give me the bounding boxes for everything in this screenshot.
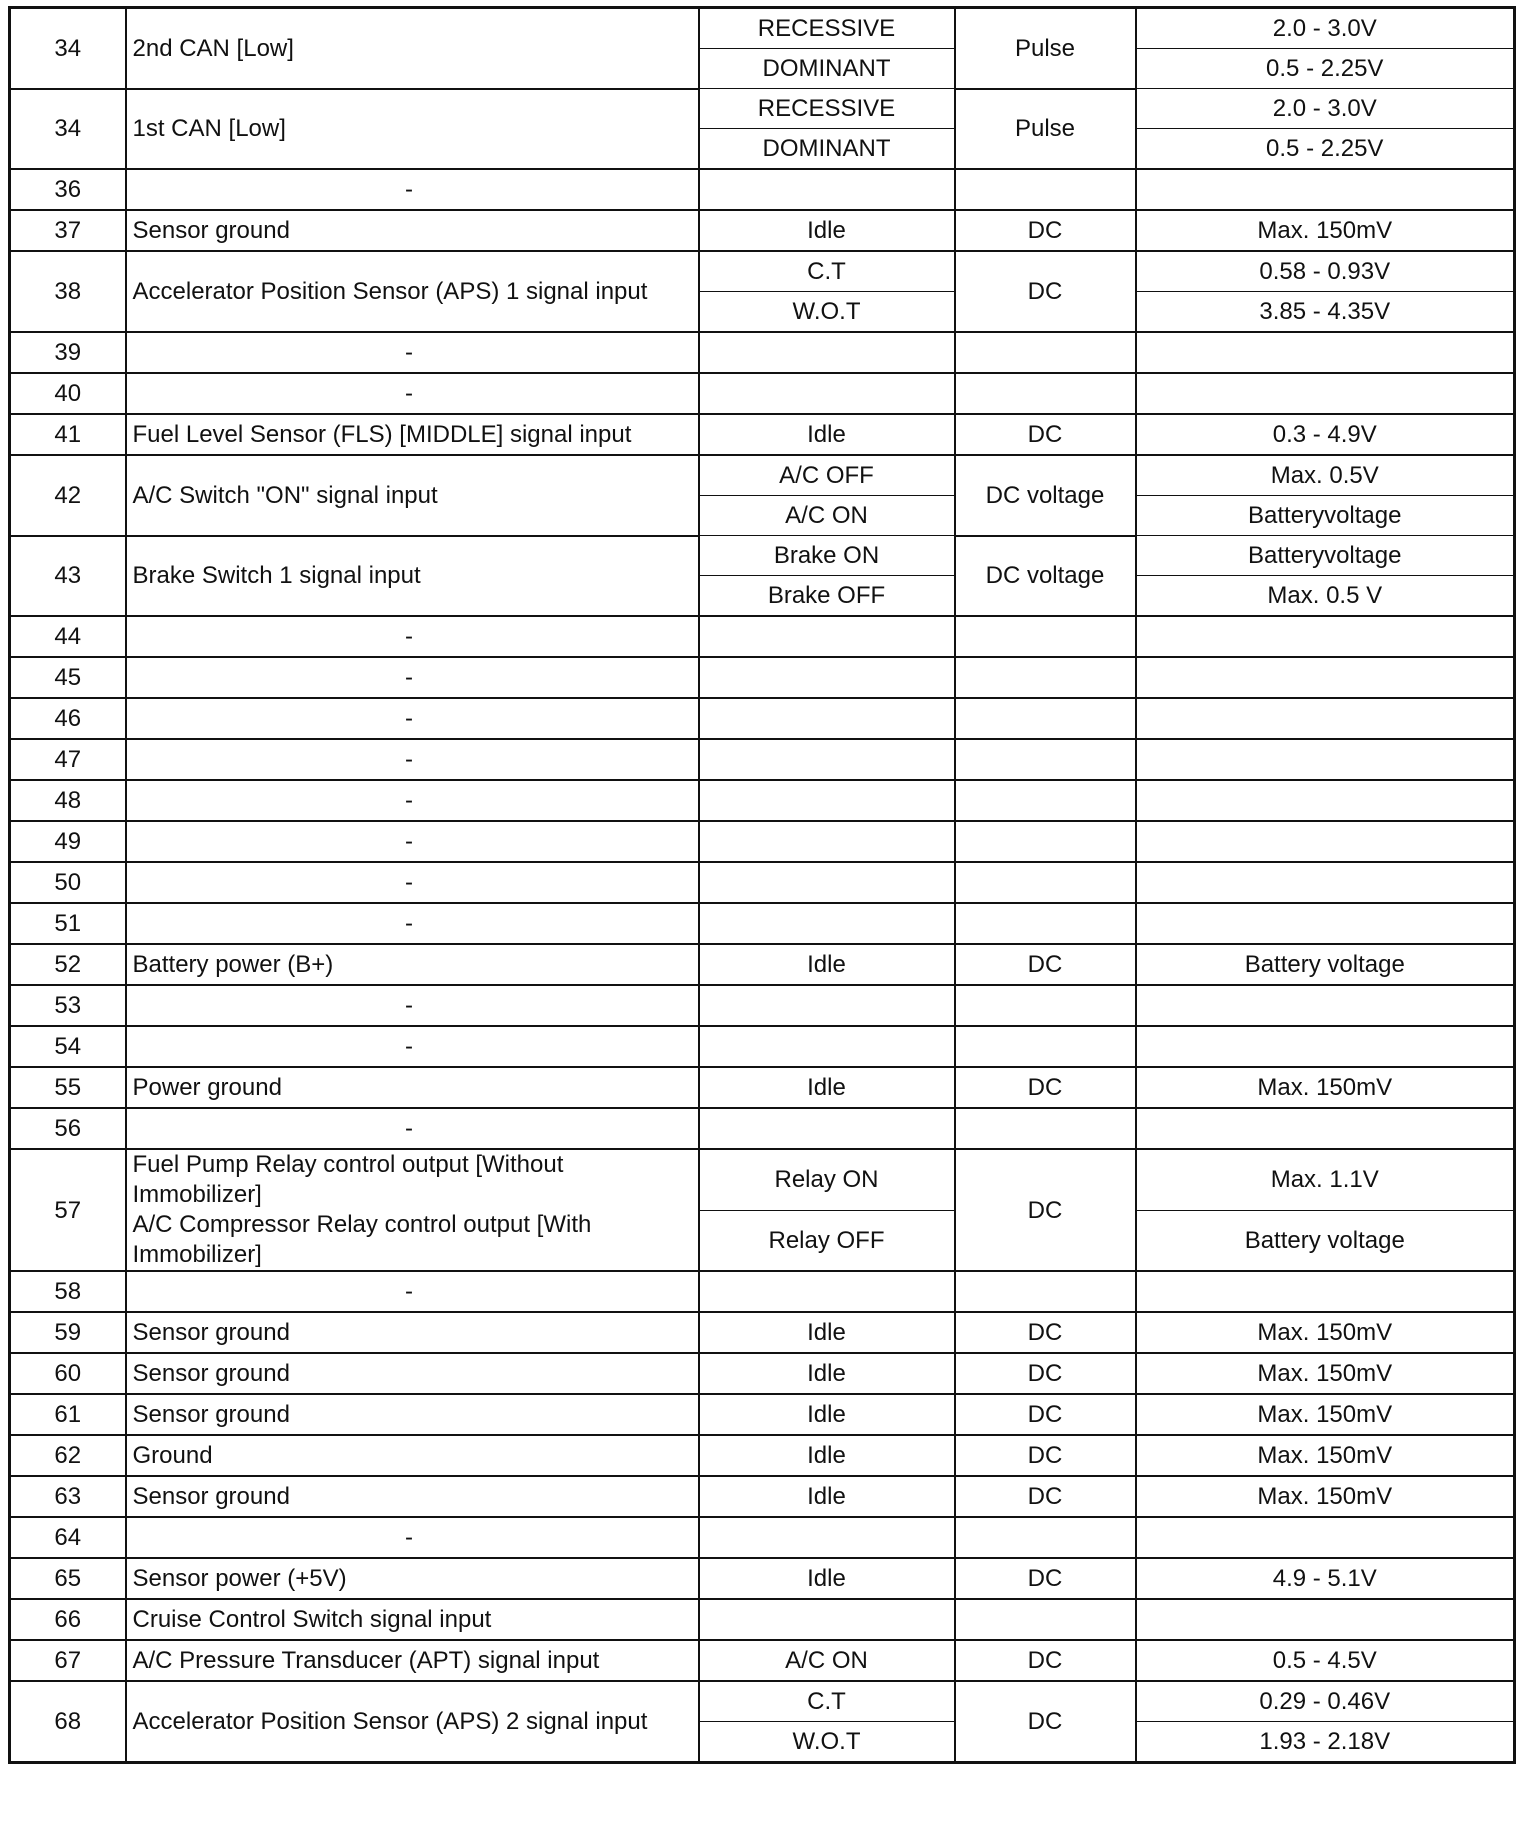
signal-type: DC [955,1312,1136,1353]
signal-type: DC [955,1476,1136,1517]
signal-type [955,985,1136,1026]
signal-level [1136,821,1515,862]
signal-type: DC [955,1149,1136,1271]
table-row [10,657,1515,698]
signal-type [955,616,1136,657]
pin-number: 46 [10,698,126,739]
table-row [10,1681,1515,1722]
table-row [10,739,1515,780]
pin-description: Sensor ground [126,1476,699,1517]
pin-number: 42 [10,455,126,536]
condition-cell [699,821,955,862]
condition-cell [699,1599,955,1640]
signal-level: Max. 150mV [1136,210,1515,251]
condition-cell: A/C OFF [699,455,955,496]
pin-number: 50 [10,862,126,903]
condition-cell [699,1271,955,1312]
signal-type [955,903,1136,944]
pin-description: - [126,985,699,1026]
signal-level: 2.0 - 3.0V [1136,89,1515,129]
table-row [10,1435,1515,1476]
pin-description-line: Immobilizer] [132,1241,262,1268]
pin-description: Ground [126,1435,699,1476]
pin-number: 56 [10,1108,126,1149]
condition-cell: DOMINANT [699,49,955,89]
pin-number: 67 [10,1640,126,1681]
signal-level: 0.5 - 4.5V [1136,1640,1515,1681]
signal-type: DC [955,1394,1136,1435]
signal-type: DC [955,1353,1136,1394]
table-row [10,1476,1515,1517]
signal-level [1136,862,1515,903]
signal-type: DC [955,210,1136,251]
signal-level: 0.5 - 2.25V [1136,129,1515,170]
pin-number: 51 [10,903,126,944]
table-row [10,1558,1515,1599]
signal-level: Max. 150mV [1136,1394,1515,1435]
condition-cell: Idle [699,1067,955,1108]
pin-number: 34 [10,8,126,89]
pin-description: - [126,1271,699,1312]
pin-description: Brake Switch 1 signal input [126,536,699,617]
pin-number: 44 [10,616,126,657]
condition-cell [699,1026,955,1067]
pin-description [126,1149,699,1271]
signal-level: Max. 0.5 V [1136,576,1515,617]
condition-cell: C.T [699,1681,955,1722]
condition-cell: W.O.T [699,1722,955,1763]
pin-description: Sensor ground [126,1394,699,1435]
condition-cell: Idle [699,1558,955,1599]
condition-cell: RECESSIVE [699,89,955,129]
pin-number: 53 [10,985,126,1026]
signal-level: Max. 150mV [1136,1067,1515,1108]
pin-description: Battery power (B+) [126,944,699,985]
table-row [10,455,1515,496]
table-row [10,536,1515,576]
pin-number: 61 [10,1394,126,1435]
table-row [10,698,1515,739]
table-row [10,414,1515,455]
pin-number: 68 [10,1681,126,1763]
condition-cell: Idle [699,944,955,985]
condition-cell: Relay OFF [699,1210,955,1271]
signal-type: DC [955,251,1136,332]
condition-cell [699,698,955,739]
signal-type: DC [955,414,1136,455]
pin-description: - [126,1108,699,1149]
signal-level: Batteryvoltage [1136,536,1515,576]
pin-number: 55 [10,1067,126,1108]
table-row [10,1353,1515,1394]
table-row [10,1312,1515,1353]
condition-cell [699,903,955,944]
pin-number: 47 [10,739,126,780]
pin-description-line: Immobilizer] [132,1181,262,1208]
pin-description: - [126,1517,699,1558]
signal-level: Max. 1.1V [1136,1149,1515,1210]
pin-table-sheet [8,6,1513,1839]
condition-cell: A/C ON [699,1640,955,1681]
table-row [10,862,1515,903]
condition-cell: C.T [699,251,955,292]
condition-cell [699,169,955,210]
pin-number: 57 [10,1149,126,1271]
table-row [10,1517,1515,1558]
table-row [10,1067,1515,1108]
table-row [10,332,1515,373]
pin-description: A/C Pressure Transducer (APT) signal input [126,1640,699,1681]
table-row [10,251,1515,292]
table-row [10,1026,1515,1067]
table-row [10,8,1515,49]
signal-type: DC voltage [955,536,1136,617]
condition-cell [699,1517,955,1558]
table-row [10,373,1515,414]
signal-type: DC [955,1640,1136,1681]
condition-cell: DOMINANT [699,129,955,170]
table-row [10,1640,1515,1681]
pin-number: 41 [10,414,126,455]
signal-type [955,657,1136,698]
signal-type [955,169,1136,210]
pin-description: - [126,739,699,780]
pin-number: 58 [10,1271,126,1312]
condition-cell: A/C ON [699,496,955,536]
signal-level [1136,698,1515,739]
signal-type [955,780,1136,821]
signal-level: Max. 0.5V [1136,455,1515,496]
signal-level [1136,739,1515,780]
pin-number: 60 [10,1353,126,1394]
signal-level: 1.93 - 2.18V [1136,1722,1515,1763]
pin-description: - [126,862,699,903]
pin-number: 54 [10,1026,126,1067]
pin-description: - [126,1026,699,1067]
signal-level [1136,373,1515,414]
pin-description: - [126,373,699,414]
pin-number: 45 [10,657,126,698]
pin-description-line: A/C Compressor Relay control output [With [132,1211,592,1238]
condition-cell: Idle [699,1312,955,1353]
pin-number: 40 [10,373,126,414]
condition-cell [699,780,955,821]
signal-type [955,1517,1136,1558]
signal-level [1136,1517,1515,1558]
condition-cell [699,616,955,657]
signal-level: 2.0 - 3.0V [1136,8,1515,49]
pin-description: - [126,780,699,821]
pin-description: Sensor ground [126,1353,699,1394]
table-row [10,616,1515,657]
signal-type: DC [955,1067,1136,1108]
pin-description: - [126,903,699,944]
pin-number: 36 [10,169,126,210]
pin-number: 63 [10,1476,126,1517]
pin-description: Cruise Control Switch signal input [126,1599,699,1640]
pin-number: 37 [10,210,126,251]
pin-number: 43 [10,536,126,617]
signal-level: Max. 150mV [1136,1312,1515,1353]
table-row [10,1271,1515,1312]
signal-level: 0.29 - 0.46V [1136,1681,1515,1722]
signal-level [1136,616,1515,657]
table-row [10,1599,1515,1640]
pin-description: - [126,169,699,210]
pin-number: 65 [10,1558,126,1599]
signal-level: Max. 150mV [1136,1353,1515,1394]
signal-type: DC [955,944,1136,985]
signal-type: Pulse [955,89,1136,170]
pin-number: 48 [10,780,126,821]
pin-description: - [126,657,699,698]
condition-cell [699,862,955,903]
pin-number: 38 [10,251,126,332]
signal-level: Max. 150mV [1136,1435,1515,1476]
table-row [10,821,1515,862]
condition-cell: Relay ON [699,1149,955,1210]
signal-level: Batteryvoltage [1136,496,1515,536]
signal-type [955,373,1136,414]
signal-level [1136,332,1515,373]
signal-level: Battery voltage [1136,944,1515,985]
condition-cell [699,373,955,414]
condition-cell: Idle [699,1394,955,1435]
condition-cell [699,332,955,373]
signal-level: 0.3 - 4.9V [1136,414,1515,455]
signal-type [955,332,1136,373]
condition-cell: Brake ON [699,536,955,576]
signal-level: 0.5 - 2.25V [1136,49,1515,89]
signal-level [1136,903,1515,944]
pin-number: 39 [10,332,126,373]
pin-description: Power ground [126,1067,699,1108]
condition-cell: Idle [699,210,955,251]
condition-cell [699,1108,955,1149]
signal-type [955,1271,1136,1312]
signal-level: Max. 150mV [1136,1476,1515,1517]
pin-table-body [10,8,1515,1763]
signal-level [1136,780,1515,821]
pin-number: 52 [10,944,126,985]
pin-number: 34 [10,89,126,170]
signal-level [1136,657,1515,698]
pin-number: 66 [10,1599,126,1640]
pin-number: 62 [10,1435,126,1476]
pin-description: - [126,821,699,862]
signal-level: 3.85 - 4.35V [1136,292,1515,333]
signal-type: DC [955,1558,1136,1599]
condition-cell: Idle [699,1476,955,1517]
table-row [10,169,1515,210]
pin-description: Accelerator Position Sensor (APS) 2 signal input [126,1681,699,1763]
signal-type: DC [955,1435,1136,1476]
table-row [10,89,1515,129]
signal-type [955,698,1136,739]
signal-level: 4.9 - 5.1V [1136,1558,1515,1599]
signal-type: DC voltage [955,455,1136,536]
signal-level [1136,1026,1515,1067]
table-row [10,210,1515,251]
condition-cell [699,739,955,780]
condition-cell: RECESSIVE [699,8,955,49]
pin-number: 59 [10,1312,126,1353]
signal-level: 0.58 - 0.93V [1136,251,1515,292]
signal-level: Battery voltage [1136,1210,1515,1271]
table-row [10,780,1515,821]
signal-level [1136,1599,1515,1640]
condition-cell: Idle [699,1353,955,1394]
pin-number: 64 [10,1517,126,1558]
pin-description-line: Fuel Pump Relay control output [Without [132,1151,564,1178]
pin-description: A/C Switch "ON" signal input [126,455,699,536]
signal-type [955,862,1136,903]
table-row [10,1149,1515,1210]
signal-level [1136,169,1515,210]
condition-cell: Idle [699,414,955,455]
pin-description: Sensor ground [126,1312,699,1353]
pin-description: Sensor ground [126,210,699,251]
pin-description: - [126,616,699,657]
signal-type [955,821,1136,862]
pin-description: 2nd CAN [Low] [126,8,699,89]
pin-description: - [126,332,699,373]
table-row [10,985,1515,1026]
table-row [10,944,1515,985]
signal-type [955,1026,1136,1067]
table-row [10,1394,1515,1435]
table-row [10,1108,1515,1149]
condition-cell: Idle [699,1435,955,1476]
pin-description: Accelerator Position Sensor (APS) 1 signal input [126,251,699,332]
pin-voltage-table [8,6,1516,1764]
condition-cell: W.O.T [699,292,955,333]
signal-level [1136,1271,1515,1312]
condition-cell [699,657,955,698]
pin-description: Fuel Level Sensor (FLS) [MIDDLE] signal input [126,414,699,455]
signal-type [955,1599,1136,1640]
signal-type [955,739,1136,780]
signal-type: Pulse [955,8,1136,89]
condition-cell [699,985,955,1026]
pin-number: 49 [10,821,126,862]
pin-description: Sensor power (+5V) [126,1558,699,1599]
signal-type [955,1108,1136,1149]
table-row [10,903,1515,944]
pin-description: 1st CAN [Low] [126,89,699,170]
signal-type: DC [955,1681,1136,1763]
condition-cell: Brake OFF [699,576,955,617]
pin-description: - [126,698,699,739]
signal-level [1136,1108,1515,1149]
signal-level [1136,985,1515,1026]
